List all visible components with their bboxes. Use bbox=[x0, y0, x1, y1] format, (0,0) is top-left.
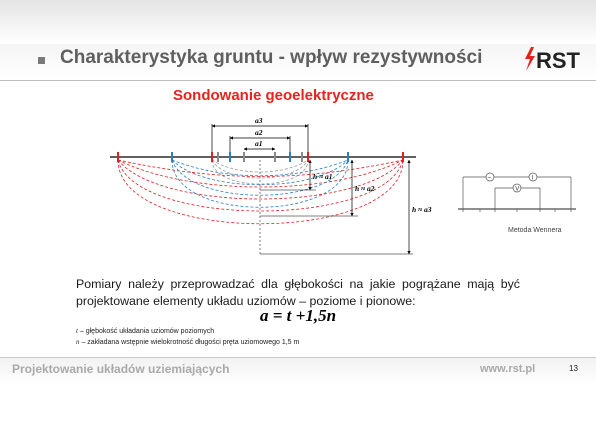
diagram-subtitle: Sondowanie geoelektryczne bbox=[173, 87, 374, 104]
spacing-label-a2: a2 bbox=[255, 128, 263, 137]
geoelectric-sounding-diagram bbox=[0, 100, 596, 265]
note-n-symbol: n bbox=[76, 338, 80, 346]
depth-label-h3: h ≈ a3 bbox=[412, 205, 432, 214]
depth-label-h1: h ≈ a1 bbox=[313, 172, 333, 181]
rst-logo bbox=[522, 44, 584, 74]
top-band bbox=[0, 0, 596, 44]
page-number: 13 bbox=[569, 364, 578, 373]
spacing-label-a3: a3 bbox=[255, 116, 263, 125]
meter-symbol-current: I bbox=[531, 175, 534, 182]
note-n-text: – zakładana wstępnie wielokrotność długości pręta uziomowego 1,5 m bbox=[79, 339, 300, 346]
depth-label-h2: h ≈ a2 bbox=[355, 184, 375, 193]
note-t bbox=[76, 327, 214, 335]
note-n bbox=[76, 338, 299, 346]
slide-title: Charakterystyka gruntu - wpływ rezystywności bbox=[60, 47, 483, 68]
measurement-paragraph: Pomiary należy przeprowadzać dla głębokości na jakie pogrążane mają być projektowane elementy układu uziomów – poziome i pionowe: bbox=[76, 277, 520, 308]
title-bullet bbox=[38, 57, 45, 64]
meter-symbol-voltage: V bbox=[515, 186, 520, 193]
logo-bolt-icon bbox=[525, 47, 535, 71]
wenner-caption: Metoda Wennera bbox=[508, 227, 562, 234]
meter-symbol-source: ~ bbox=[487, 175, 492, 182]
logo-text: RST bbox=[536, 48, 580, 73]
footer-url[interactable]: www.rst.pl bbox=[480, 363, 536, 375]
depth-formula: a = t +1,5n bbox=[259, 306, 337, 325]
footer-course-title: Projektowanie układów uziemiających bbox=[12, 362, 230, 376]
note-t-text: – głębokość układania uziomów poziomych bbox=[77, 328, 215, 335]
spacing-label-a1: a1 bbox=[255, 139, 263, 148]
wenner-schematic bbox=[458, 173, 576, 212]
note-t-symbol: t bbox=[76, 327, 78, 335]
depth-dimensions bbox=[260, 160, 413, 254]
